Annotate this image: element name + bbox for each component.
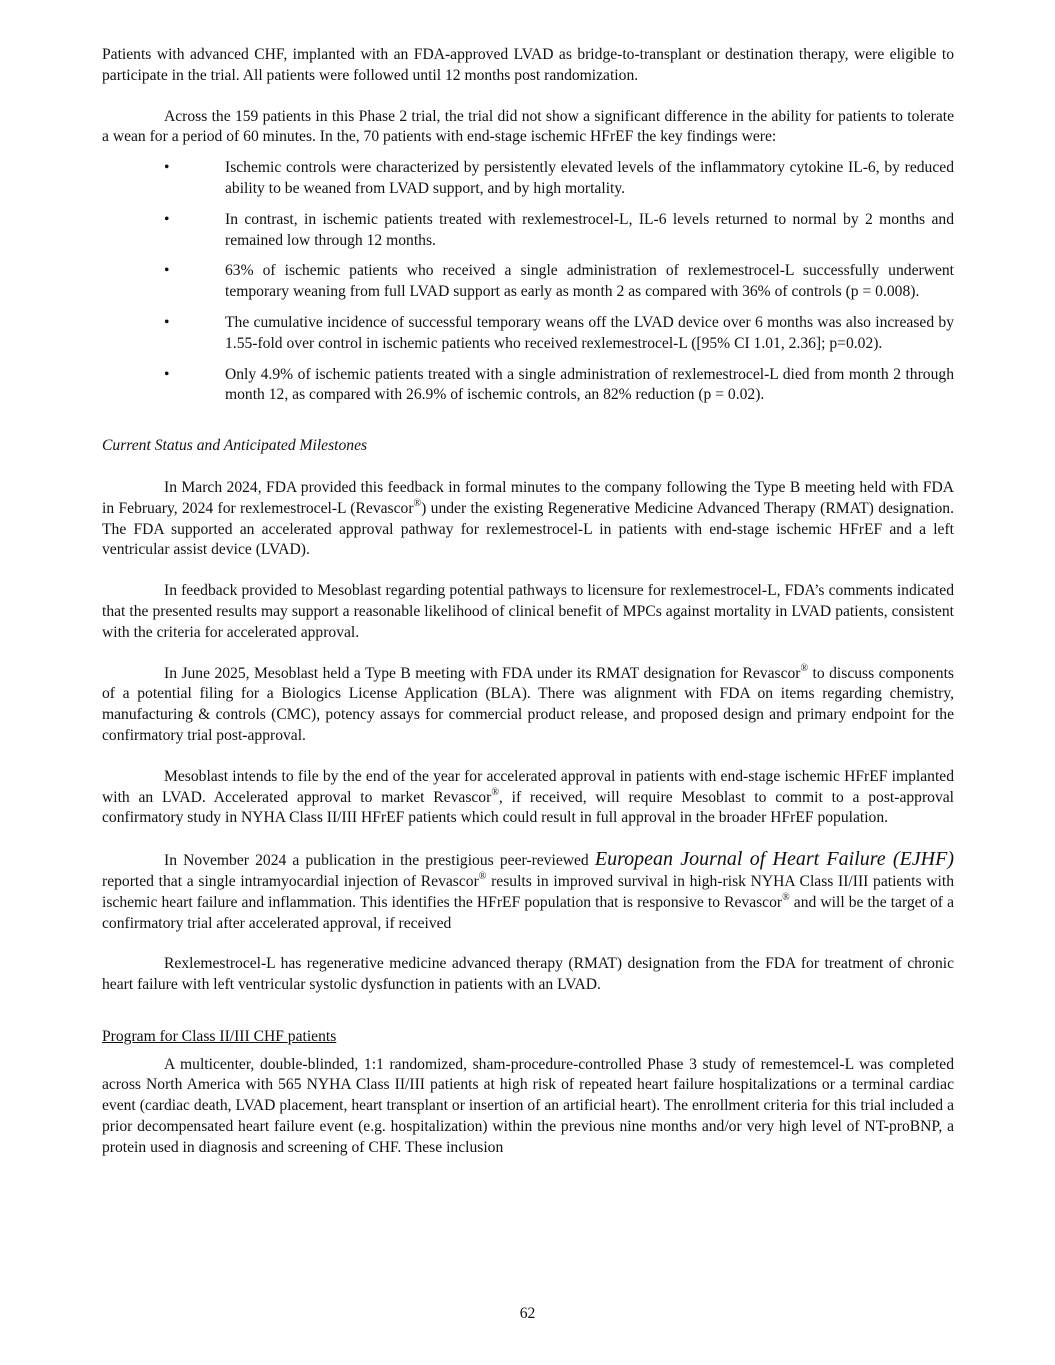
page-number: 62 bbox=[519, 1305, 536, 1322]
document-page bbox=[102, 45, 954, 1159]
bullet-icon: • bbox=[164, 210, 170, 228]
bullet-icon: • bbox=[164, 365, 170, 383]
paragraph-rmat-designation: Rexlemestrocel-L has regenerative medicine advanced therapy (RMAT) designation from the FDA for treatment of chronic heart failure with left ventricular systolic dysfunction in patients with an LVAD. bbox=[102, 955, 954, 994]
bullet-icon: • bbox=[164, 313, 170, 331]
section-heading-status: Current Status and Anticipated Milestones bbox=[102, 437, 368, 455]
paragraph-eligibility: Patients with advanced CHF, implanted with an FDA-approved LVAD as bridge-to-transplant or destination therapy, were eligible to participate in the trial. All patients were followed until 12 months post randomization. bbox=[102, 46, 954, 84]
bullet-item: • 63% of ischemic patients who received a single administration of rexlemestrocel-L successfully underwent temporary weaning from full LVAD support as early as month 2 as compared with 36% of controls (p = 0.008). bbox=[102, 261, 954, 303]
registered-mark: ® bbox=[800, 662, 809, 674]
bullet-icon: • bbox=[164, 159, 170, 177]
paragraph-june-2025: In June 2025, Mesoblast held a Type B meeting with FDA under its RMAT designation for Revascor® to discuss components of a potential filing for a Biologics License Application (BLA). There was alignment with FDA on items regarding chemistry, manufacturing & controls (CMC), potency assays for commercial product release, and proposed design and primary endpoint for the confirmatory trial post-approval. bbox=[102, 662, 954, 744]
paragraph-march-2024: In March 2024, FDA provided this feedback in formal minutes to the company following the Type B meeting held with FDA in February, 2024 for rexlemestrocel-L (Revascor®) under the existing Regenerative Medicine Advanced Therapy (RMAT) designation. The FDA supported an accelerated approval pathway for rexlemestrocel-L in patients with end-stage ischemic HFrEF and a left ventricular assist device (LVAD). bbox=[102, 478, 954, 559]
registered-mark: ® bbox=[413, 497, 422, 509]
bullet-item: • The cumulative incidence of successful temporary weans off the LVAD device over 6 months was also increased by 1.55-fold over control in ischemic patients who received rexlemestrocel-L ([95% CI 1.01, 2.36]; p=0.02). bbox=[102, 313, 954, 355]
bullet-item: • In contrast, in ischemic patients treated with rexlemestrocel-L, IL-6 levels returned to normal by 2 months and remained low through 12 months. bbox=[102, 210, 954, 252]
bullet-item: • Ischemic controls were characterized by persistently elevated levels of the inflammatory cytokine IL-6, by reduced ability to be weaned from LVAD support, and by high mortality. bbox=[102, 158, 954, 200]
paragraph-ejhf-publication: In November 2024 a publication in the prestigious peer-reviewed European Journal of Heart Failure (EJHF) reported that a single intramyocardial injection of Revascor® results in improved survival in high-risk NYHA Class II/III patients with ischemic heart failure and inflammation. This identifies the HFrEF population that is responsive to Revascor® and will be the target of a confirmatory trial after accelerated approval, if received bbox=[102, 848, 955, 932]
bullet-item: • Only 4.9% of ischemic patients treated with a single administration of rexlemestrocel-L died from month 2 through month 12, as compared with 26.9% of ischemic controls, an 82% reduction (p = 0.02). bbox=[102, 365, 954, 407]
paragraph-accelerated-approval: Mesoblast intends to file by the end of the year for accelerated approval in patients with end-stage ischemic HFrEF implanted with an LVAD. Accelerated approval to market Revascor®, if received, will require Mesoblast to commit to a post-approval confirmatory study in NYHA Class II/III HFrEF patients which could result in full approval in the broader HFrEF population. bbox=[102, 767, 955, 827]
bullet-icon: • bbox=[164, 262, 170, 280]
paragraph-phase3-study: A multicenter, double-blinded, 1:1 randomized, sham-procedure-controlled Phase 3 study of remestemcel-L was completed across North America with 565 NYHA Class II/III patients at high risk of repeated heart failure hospitalizations or a terminal cardiac event (cardiac death, LVAD placement, heart transplant or insertion of an artificial heart). The enrollment criteria for this trial included a prior decompensated heart failure event (e.g. hospitalization) within the previous nine months and/or very high level of NT-proBNP, a protein used in diagnosis and screening of CHF. These inclusion bbox=[102, 1055, 954, 1156]
journal-title: European Journal of Heart Failure (EJHF) bbox=[594, 848, 955, 871]
paragraph-fda-feedback: In feedback provided to Mesoblast regarding potential pathways to licensure for rexlemestrocel-L, FDA’s comments indicated that the presented results may support a reasonable likelihood of clinical benefit of MPCs against mortality in LVAD patients, consistent with the criteria for accelerated approval. bbox=[102, 582, 954, 641]
paragraph-trial-summary: Across the 159 patients in this Phase 2 trial, the trial did not show a significant difference in the ability for patients to tolerate a wean for a period of 60 minutes. In the, 70 patients with end-stage ischemic HFrEF the key findings were: bbox=[102, 107, 954, 146]
registered-mark: ® bbox=[478, 870, 487, 882]
registered-mark: ® bbox=[782, 891, 790, 903]
registered-mark: ® bbox=[491, 786, 499, 798]
section-heading-class-ii-iii: Program for Class II/III CHF patients bbox=[102, 1027, 337, 1045]
